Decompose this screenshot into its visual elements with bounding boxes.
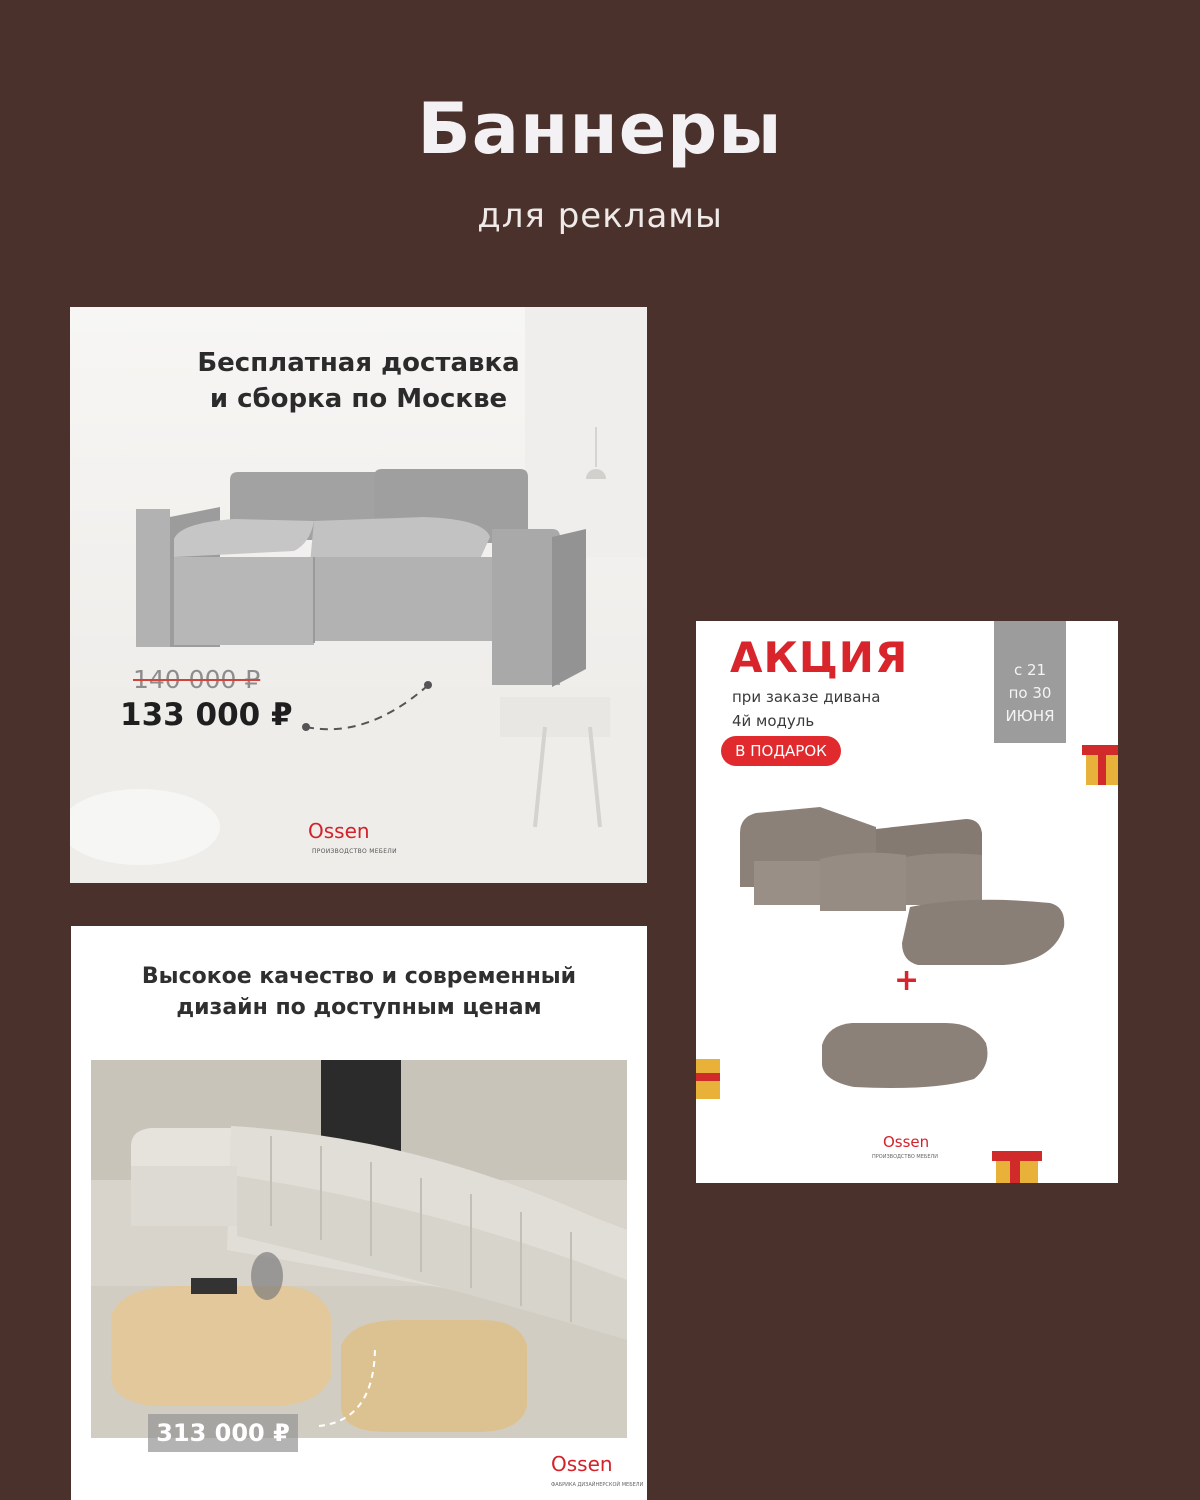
gift-icon: [696, 1059, 720, 1099]
page-title: Баннеры: [417, 88, 783, 170]
brand-logo: Ossen: [308, 819, 370, 843]
plus-sign: +: [894, 963, 920, 998]
gift-icon: [1082, 745, 1118, 785]
date-from: с 21: [1013, 661, 1047, 679]
date-month: ИЮНЯ: [1005, 707, 1055, 725]
banner-quality[interactable]: [71, 926, 647, 1500]
new-price: 133 000 ₽: [120, 697, 293, 733]
brand-logo: Ossen: [883, 1133, 930, 1151]
gift-icon: [992, 1151, 1042, 1183]
quality-headline: Высокое качество и современный дизайн по доступным ценам: [141, 964, 577, 1020]
brand-tagline: ПРОИЗВОДСТВО МЕБЕЛИ: [312, 848, 397, 855]
delivery-headline: Бесплатная доставка и сборка по Москве: [197, 348, 520, 414]
brand-tagline: ФАБРИКА ДИЗАЙНЕРСКОЙ МЕБЕЛИ: [551, 1482, 644, 1488]
price-tag: 313 000 ₽: [148, 1414, 298, 1452]
page-subtitle: для рекламы: [477, 196, 723, 236]
date-to: по 30: [1008, 684, 1052, 702]
promo-line1: при заказе дивана: [732, 688, 881, 706]
brand-tagline: ПРОИЗВОДСТВО МЕБЕЛИ: [872, 1154, 938, 1160]
promo-title: АКЦИЯ: [730, 633, 909, 682]
banner-delivery[interactable]: [70, 307, 647, 883]
banner-promo[interactable]: [696, 621, 1118, 1183]
gift-badge: В ПОДАРОК: [721, 736, 841, 766]
old-price: 140 000 ₽: [133, 665, 261, 694]
brand-logo: Ossen: [551, 1452, 613, 1476]
promo-line2: 4й модуль: [732, 712, 815, 730]
